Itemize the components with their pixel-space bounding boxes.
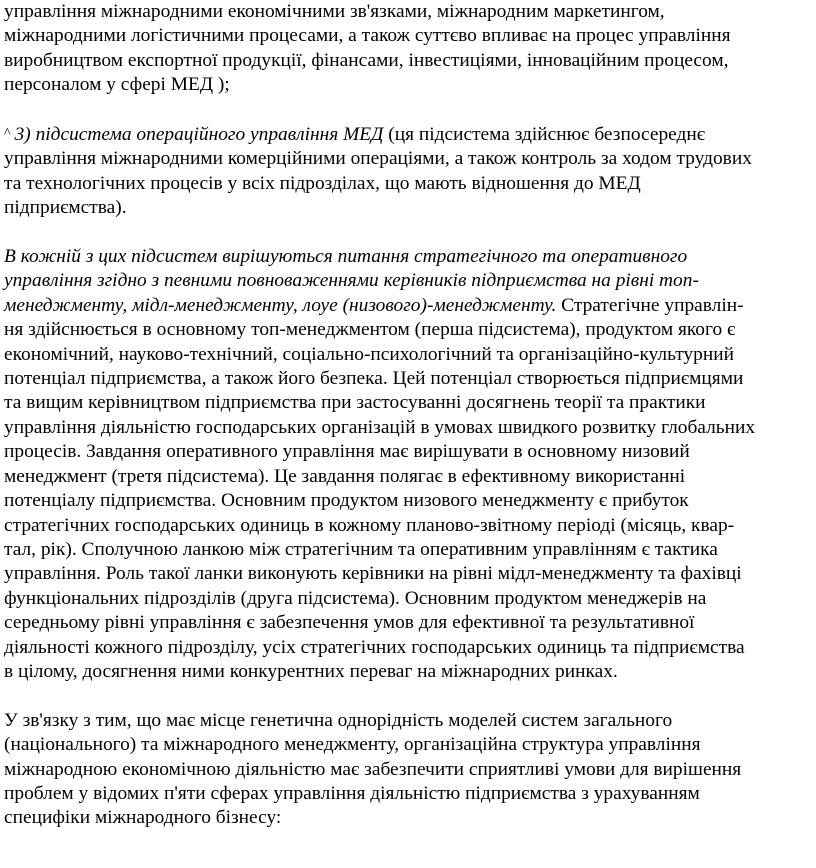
text-run: управління діяльністю господарських організацій в умовах швидкого розвитку глобальних [4,416,756,438]
paragraph-gap [4,98,810,122]
text-line [4,660,810,684]
text-line [4,758,810,782]
text-run: (національного) та міжнародного менеджменту, організаційна структура управління [4,734,701,756]
text-run: специфіки міжнародного бізнесу: [4,807,282,829]
text-run: тал, рік). Сполучною ланкою між стратегічним та оперативним управлінням є тактика [4,538,718,560]
paragraph [4,122,810,221]
text-run: підприємства). [4,197,127,219]
text-run: потенціал підприємства, а також його безпека. Цей потенціал створюється підприємцями [4,368,744,390]
text-line [4,49,810,73]
text-line [4,782,810,806]
text-line [4,147,810,171]
italic-text: менеджменту, мідл-менеджменту, лоуе (низового)-менеджменту. [4,294,557,316]
text-run: (ця підсистема здійснює безпосереднє [383,124,706,146]
text-run: в цілому, досягнення ними конкурентних переваг на міжнародних ринках. [4,660,618,682]
text-line [4,538,810,562]
text-line [4,391,810,415]
text-line [4,611,810,635]
text-run: ня здійснюється в основному топ-менеджментом (перша підсистема), продуктом якого є [4,319,736,341]
text-line [4,514,810,538]
text-line [4,122,810,147]
text-line [4,562,810,586]
text-line [4,172,810,196]
text-line [4,416,810,440]
text-run: У зв'язку з тим, що має місце генетична однорідність моделей систем загального [4,709,673,731]
text-line [4,0,810,24]
paragraph [4,0,810,98]
text-line [4,733,810,757]
text-run: та вищим керівництвом підприємства при застосуванні досягнень теорії та практики [4,392,706,414]
text-run: функціональних підрозділів (друга підсистема). Основним продуктом менеджерів на [4,587,707,609]
text-run: та технологічних процесів у всіх підрозділах, що мають відношення до МЕД [4,172,641,194]
text-line [4,636,810,660]
text-run: економічний, науково-технічний, соціально-психологічний та організаційно-культурний [4,343,734,365]
paragraph-gap [4,221,810,245]
text-line [4,440,810,464]
text-run: потенціалу підприємства. Основним продуктом низового менеджменту є прибуток [4,490,689,512]
text-run: проблем у відомих п'яти сферах управління діяльністю підприємства з урахуванням [4,782,700,804]
italic-text: управління згідно з певними повноваженнями керівників підприємства на рівні топ- [4,270,699,292]
paragraph [4,245,810,684]
text-line [4,196,810,220]
text-line [4,489,810,513]
text-run: управління. Роль такої ланки виконують керівники на рівні мідл-менеджменту та фахівці [4,563,742,585]
text-run: виробництвом експортної продукції, фінансами, інвестиціями, інноваційним процесом, [4,49,729,71]
text-run: процесів. Завдання оперативного управління має вирішувати в основному низовий [4,441,690,463]
text-run: управління міжнародними економічними зв'язками, міжнародним маркетингом, [4,1,665,22]
text-line [4,318,810,342]
text-line [4,587,810,611]
text-run: менеджмент (третя підсистема). Це завдання полягає в ефективному використанні [4,465,686,487]
text-run: міжнародними логістичними процесами, а також суттєво впливає на процес управління [4,25,731,47]
text-run: стратегічних господарських одиниць в кожному планово-звітному періоді (місяць, квар- [4,514,735,536]
italic-text: 3) підсистема операційного управління МЕД [14,124,384,146]
text-line [4,269,810,293]
text-line [4,806,810,830]
paragraph [4,709,810,831]
text-run: Стратегічне управлін- [556,294,744,316]
text-line [4,343,810,367]
text-run: середньому рівні управління є забезпечення умов для ефективної та результативної [4,612,695,634]
text-line [4,465,810,489]
text-run: міжнародною економічною діяльністю має забезпечити сприятливі умови для вирішення [4,758,742,780]
text-line [4,24,810,48]
text-line [4,709,810,733]
text-line [4,245,810,269]
text-run: управління міжнародними комерційними операціями, а також контроль за ходом трудових [4,148,752,170]
text-run: діяльності кожного підрозділу, усіх стратегічних господарських одиниць та підприємства [4,636,745,658]
text-run: персоналом у сфері МЕД ); [4,74,230,96]
text-line [4,294,810,318]
caret-mark: ^ [4,126,11,142]
italic-text: В кожній з цих підсистем вирішуються питання стратегічного та оперативного [4,246,688,268]
text-line [4,367,810,391]
text-line [4,73,810,97]
paragraph-gap [4,684,810,708]
